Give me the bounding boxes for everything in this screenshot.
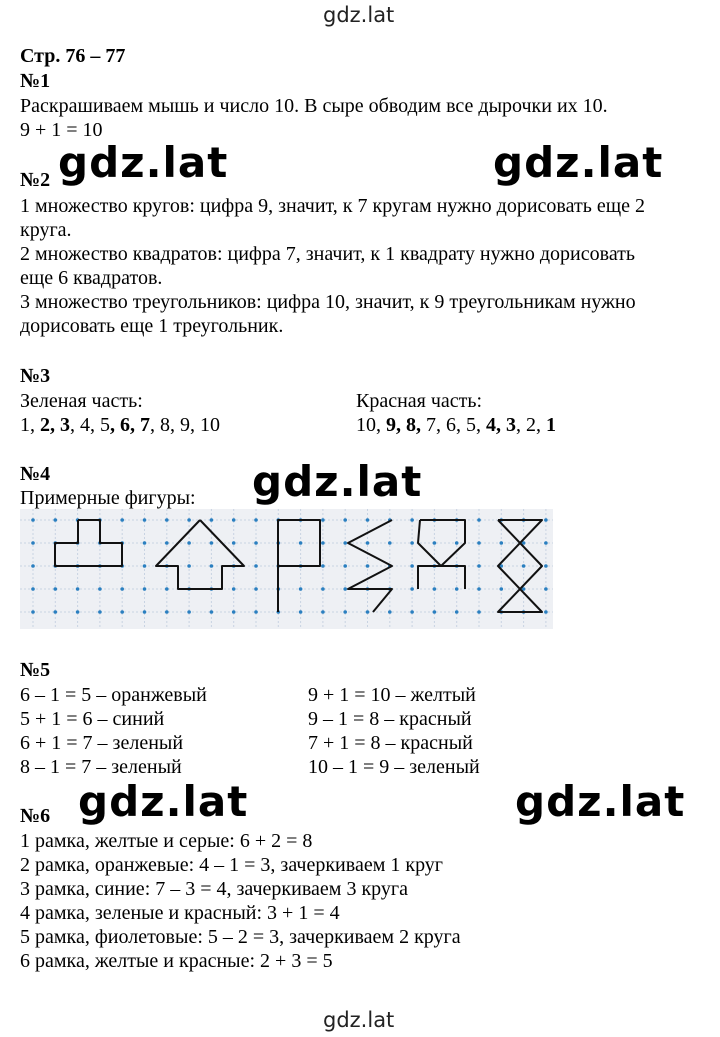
ex2-line: еще 6 квадратов. [20, 267, 163, 289]
green-part-label: Зеленая часть: [20, 390, 143, 412]
grid-dot [98, 587, 102, 591]
ex6-line: 3 рамка, синие: 7 – 3 = 4, зачеркиваем 3 круга [20, 878, 408, 900]
grid-dot [477, 518, 481, 522]
grid-dot [388, 610, 392, 614]
ex5-right-line: 9 – 1 = 8 – красный [308, 708, 472, 730]
figure-p-shape [278, 520, 320, 612]
watermark-big: gdz.lat [252, 457, 423, 506]
grid-dot [500, 541, 504, 545]
ex6-title: №6 [20, 805, 51, 827]
grid-dot [410, 610, 414, 614]
grid-dot [299, 541, 303, 545]
grid-dot [31, 587, 35, 591]
ex2-title: №2 [20, 169, 51, 191]
num-seg: 9, 8, [386, 414, 421, 436]
grid-dot [143, 518, 147, 522]
red-part-label: Красная часть: [356, 390, 483, 412]
grid-dot [254, 518, 258, 522]
grid-dot [187, 541, 191, 545]
num-seg: , 4, 5 [70, 414, 110, 436]
grid-dot [187, 564, 191, 568]
grid-dot [165, 518, 169, 522]
grid-dot [143, 564, 147, 568]
grid-dot [343, 564, 347, 568]
grid-dot [343, 541, 347, 545]
grid-dot [477, 564, 481, 568]
grid-dot [165, 610, 169, 614]
ex5-right-line: 9 + 1 = 10 – желтый [308, 684, 476, 706]
ex6-line: 6 рамка, желтые и красные: 2 + 3 = 5 [20, 950, 333, 972]
grid-dot [143, 610, 147, 614]
grid-dot [120, 518, 124, 522]
ex1-line2: 9 + 1 = 10 [20, 119, 103, 141]
grid-dot [544, 518, 548, 522]
grid-dot [366, 518, 370, 522]
grid-dot [544, 610, 548, 614]
grid-dot [321, 564, 325, 568]
grid-dot [31, 564, 35, 568]
ex2-line: 3 множество треугольников: цифра 10, значит, к 9 треугольникам нужно [20, 291, 636, 313]
ex2-line: дорисовать еще 1 треугольник. [20, 315, 284, 337]
grid-dot [544, 564, 548, 568]
grid-dot [433, 541, 437, 545]
grid-dot [187, 518, 191, 522]
grid-dot [98, 610, 102, 614]
grid-dot [54, 518, 58, 522]
num-seg: 4, 3 [486, 414, 516, 436]
watermark-big: gdz.lat [515, 777, 686, 826]
grid-dot [366, 541, 370, 545]
figures-drawing [20, 509, 553, 629]
num-seg: , 2, [516, 414, 546, 436]
grid-dot [299, 610, 303, 614]
grid-dot [544, 541, 548, 545]
grid-dot [210, 518, 214, 522]
grid-dot [31, 541, 35, 545]
grid-dot [143, 587, 147, 591]
grid-dot [522, 564, 526, 568]
ex6-line: 4 рамка, зеленые и красный: 3 + 1 = 4 [20, 902, 340, 924]
grid-dot [232, 518, 236, 522]
grid-dot [477, 541, 481, 545]
grid-dot [31, 518, 35, 522]
figure-arrow-shape [156, 520, 244, 589]
grid-dot [210, 564, 214, 568]
grid-dot [143, 541, 147, 545]
ex6-line: 2 рамка, оранжевые: 4 – 1 = 3, зачеркиваем 1 круг [20, 854, 444, 876]
grid-dot [500, 587, 504, 591]
grid-dot [31, 610, 35, 614]
ex2-line: 2 множество квадратов: цифра 7, значит, к 1 квадрату нужно дорисовать [20, 243, 636, 265]
watermark-big: gdz.lat [78, 777, 249, 826]
watermark-bottom: gdz.lat [323, 1008, 395, 1032]
grid-dot [187, 610, 191, 614]
ex1-line1: Раскрашиваем мышь и число 10. В сыре обводим все дырочки их 10. [20, 95, 608, 117]
ex6-line: 5 рамка, фиолетовые: 5 – 2 = 3, зачеркиваем 2 круга [20, 926, 461, 948]
grid-dot [54, 587, 58, 591]
grid-dot [433, 587, 437, 591]
dot-grid-figures [20, 509, 553, 629]
num-seg: 2, 3 [40, 414, 70, 436]
ex2-line: 1 множество кругов: цифра 9, значит, к 7 кругам нужно дорисовать еще 2 [20, 195, 645, 217]
num-seg: 10, [356, 414, 386, 436]
ex2-line: круга. [20, 219, 72, 241]
num-seg: , 6, 7 [110, 414, 150, 436]
ex6-line: 1 рамка, желтые и серые: 6 + 2 = 8 [20, 830, 313, 852]
watermark-big: gdz.lat [58, 138, 229, 187]
grid-dot [254, 564, 258, 568]
grid-dot [321, 541, 325, 545]
grid-dot [254, 610, 258, 614]
num-seg: 1 [546, 414, 556, 436]
grid-dot [321, 587, 325, 591]
page-range: Стр. 76 – 77 [20, 45, 126, 67]
grid-dot [477, 587, 481, 591]
grid-dot [232, 587, 236, 591]
red-part-numbers [356, 413, 556, 437]
ex5-left-line: 5 + 1 = 6 – синий [20, 708, 165, 730]
ex4-caption: Примерные фигуры: [20, 487, 196, 509]
grid-dot [165, 541, 169, 545]
grid-dot [477, 610, 481, 614]
ex3-title: №3 [20, 365, 51, 387]
ex5-left-line: 6 – 1 = 5 – оранжевый [20, 684, 207, 706]
grid-dot [410, 518, 414, 522]
ex5-right-line: 7 + 1 = 8 – красный [308, 732, 473, 754]
grid-dot [210, 541, 214, 545]
grid-dot [232, 541, 236, 545]
ex4-title: №4 [20, 463, 51, 485]
num-seg: 1, [20, 414, 40, 436]
figure-heart-legs [418, 566, 465, 589]
grid-dot [455, 587, 459, 591]
grid-dot [120, 610, 124, 614]
num-seg: 7, 6, 5, [421, 414, 486, 436]
ex5-left-line: 6 + 1 = 7 – зеленый [20, 732, 184, 754]
grid-dot [455, 610, 459, 614]
grid-dot [343, 587, 347, 591]
ex1-title: №1 [20, 70, 51, 92]
grid-dot [165, 587, 169, 591]
num-seg: , 8, 9, 10 [150, 414, 220, 436]
grid-dot [321, 610, 325, 614]
grid-dot [254, 587, 258, 591]
green-part-numbers [20, 413, 220, 437]
grid-dot [210, 610, 214, 614]
grid-dot [410, 541, 414, 545]
watermark-big: gdz.lat [493, 138, 664, 187]
grid-dot [321, 518, 325, 522]
grid-dot [544, 587, 548, 591]
grid-dot [410, 587, 414, 591]
grid-dot [455, 541, 459, 545]
grid-dot [54, 610, 58, 614]
grid-dot [410, 564, 414, 568]
watermark-top: gdz.lat [323, 3, 395, 27]
ex5-left-line: 8 – 1 = 7 – зеленый [20, 756, 182, 778]
grid-dot [254, 541, 258, 545]
grid-dot [433, 610, 437, 614]
grid-dot [232, 610, 236, 614]
grid-dot [388, 541, 392, 545]
ex5-right-line: 10 – 1 = 9 – зеленый [308, 756, 480, 778]
ex5-title: №5 [20, 659, 51, 681]
grid-dot [76, 610, 80, 614]
grid-dot [120, 587, 124, 591]
grid-dot [343, 518, 347, 522]
grid-dot [299, 587, 303, 591]
grid-dot [343, 610, 347, 614]
grid-dot [76, 587, 80, 591]
grid-dot [366, 564, 370, 568]
grid-dot [366, 610, 370, 614]
